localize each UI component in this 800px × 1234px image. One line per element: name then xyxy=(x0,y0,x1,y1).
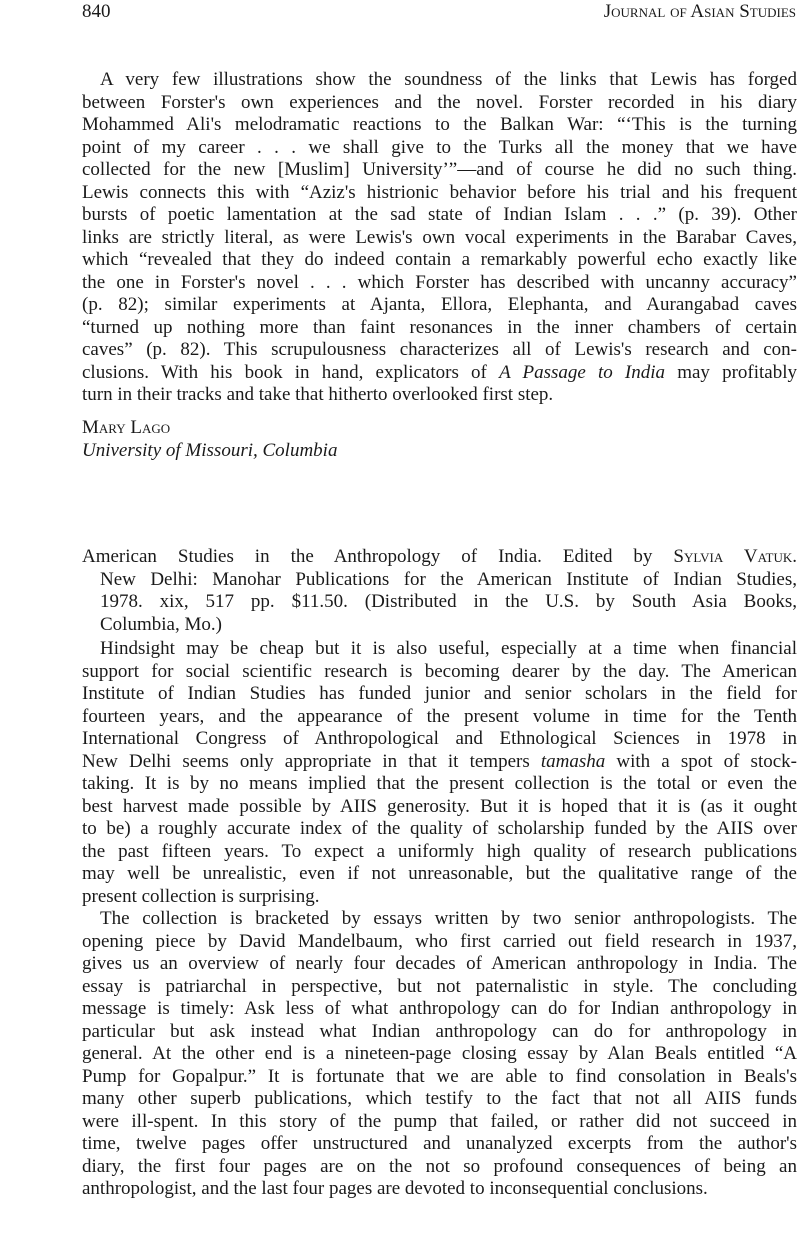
text-segment: essay is patriarchal in perspective, but not paternalistic in style. The concluding xyxy=(82,975,797,997)
reviewer-affiliation xyxy=(82,440,797,463)
text-line xyxy=(82,227,797,250)
reviewer-name: Mary Lago xyxy=(82,417,171,438)
text-line xyxy=(82,614,797,637)
text-line xyxy=(82,159,797,182)
text-segment: Mohammed Ali's melodramatic reactions to the Balkan War: “‘This is the turning xyxy=(82,114,797,135)
text-line xyxy=(82,706,797,729)
text-line xyxy=(82,953,797,976)
text-segment: anthropologist, and the last four pages are devoted to inconsequential conclusions. xyxy=(82,1178,708,1199)
text-line xyxy=(82,1066,797,1089)
text-segment: were ill-spent. In this story of the pump that failed, or rather did not succeed in xyxy=(82,1110,797,1132)
review2-paragraph-2 xyxy=(82,908,797,1201)
text-segment: Hindsight may be cheap but it is also useful, especially at a time when financial xyxy=(100,638,797,659)
text-segment: (p. 82); similar experiments at Ajanta, Ellora, Elephanta, and Aurangabad caves xyxy=(82,294,797,315)
text-segment: American Studies in the Anthropology of India. Edited by xyxy=(82,546,674,567)
text-segment: diary, the first four pages are on the not so profound consequences of being an xyxy=(82,1155,797,1177)
text-segment: Lewis connects this with “Aziz's histrionic behavior before his trial and his frequent xyxy=(82,181,797,203)
text-segment: New Delhi: Manohar Publications for the American Institute of Indian Studies, xyxy=(100,568,797,590)
text-line xyxy=(82,1043,797,1066)
text-segment: turn in their tracks and take that hitherto overlooked first step. xyxy=(82,384,554,405)
review2-paragraph-1 xyxy=(82,638,797,908)
text-line xyxy=(82,931,797,954)
text-line xyxy=(82,661,797,684)
text-line xyxy=(82,638,797,661)
text-line xyxy=(82,908,797,931)
page-number: 840 xyxy=(82,1,111,22)
text-line xyxy=(82,272,797,295)
text-line xyxy=(82,317,797,340)
text-segment: links are strictly literal, as were Lewis's own vocal experiments in the Barabar Caves, xyxy=(82,226,797,248)
text-line xyxy=(82,591,797,614)
text-segment: The collection is bracketed by essays written by two senior anthropologists. The xyxy=(100,908,797,929)
text-segment: bursts of poetic lamentation at the sad state of Indian Islam . . .” (p. 39). Other xyxy=(82,204,797,225)
text-line xyxy=(82,92,797,115)
text-segment: A very few illustrations show the soundness of the links that Lewis has forged xyxy=(100,69,797,90)
text-segment: collected for the new [Muslim] University’”—and of course he did no such thing. xyxy=(82,159,797,180)
text-line xyxy=(82,1178,797,1201)
text-segment: particular but ask instead what Indian anthropology can do for anthropology in xyxy=(82,1020,797,1042)
text-line xyxy=(82,773,797,796)
text-segment: tamasha xyxy=(540,750,606,772)
text-segment: “turned up nothing more than faint resonances in the inner chambers of certain xyxy=(82,316,797,338)
text-line xyxy=(82,69,797,92)
text-line xyxy=(82,1133,797,1156)
text-segment: Sylvia Vatuk xyxy=(673,546,793,567)
text-line xyxy=(82,818,797,841)
text-line xyxy=(82,569,797,592)
text-line xyxy=(82,204,797,227)
text-segment: support for social scientific research is becoming dearer by the day. The American xyxy=(82,660,797,682)
running-header: Journal of Asian Studies xyxy=(603,1,796,22)
text-segment: opening piece by David Mandelbaum, who first carried out field research in 1937, xyxy=(82,930,797,952)
text-line xyxy=(82,339,797,362)
reviewer-signature xyxy=(82,417,797,462)
text-segment: general. At the other end is a nineteen-page closing essay by Alan Beals entitled “A xyxy=(82,1043,797,1064)
text-line xyxy=(82,1021,797,1044)
text-segment: Columbia, Mo.) xyxy=(100,613,222,635)
text-line xyxy=(82,796,797,819)
text-segment: the past fifteen years. To expect a uniformly high quality of research publications xyxy=(82,840,797,862)
text-line xyxy=(82,751,797,774)
text-segment: Pump for Gopalpur.” It is fortunate that we are able to find consolation in Beals's xyxy=(82,1065,797,1087)
text-line xyxy=(82,182,797,205)
text-segment: . xyxy=(792,546,797,567)
text-segment: with a spot of stock- xyxy=(605,750,797,772)
text-segment: message is timely: Ask less of what anthropology can do for Indian anthropology in xyxy=(82,998,797,1019)
text-segment: time, twelve pages offer unstructured and unanalyzed excerpts from the author's xyxy=(82,1133,797,1154)
text-line xyxy=(82,841,797,864)
text-segment: taking. It is by no means implied that the present collection is the total or even the xyxy=(82,773,797,794)
text-segment: New Delhi seems only appropriate in that it tempers xyxy=(82,750,541,772)
text-line xyxy=(82,998,797,1021)
text-segment: A Passage to India xyxy=(499,361,666,383)
text-line xyxy=(82,976,797,999)
text-line xyxy=(82,546,797,569)
text-line xyxy=(82,683,797,706)
text-line xyxy=(82,863,797,886)
text-line xyxy=(82,249,797,272)
text-segment: clusions. With his book in hand, explicators of xyxy=(82,361,500,383)
text-segment: point of my career . . . we shall give to the Turks all the money that we have xyxy=(82,136,797,158)
text-line xyxy=(82,886,797,909)
text-line xyxy=(82,137,797,160)
text-segment: best harvest made possible by AIIS generosity. But it is hoped that it is (as it ought xyxy=(82,795,797,817)
text-segment: may well be unrealistic, even if not unreasonable, but the qualitative range of the xyxy=(82,863,797,884)
text-line xyxy=(82,362,797,385)
text-segment: 1978. xix, 517 pp. $11.50. (Distributed in the U.S. by South Asia Books, xyxy=(100,591,797,612)
text-segment: many other superb publications, which testify to the fact that not all AIIS funds xyxy=(82,1088,797,1109)
text-segment: gives us an overview of nearly four decades of American anthropology in India. The xyxy=(82,953,797,974)
text-line xyxy=(82,384,797,407)
text-line xyxy=(82,728,797,751)
text-line xyxy=(82,1111,797,1134)
text-segment: fourteen years, and the appearance of the present volume in time for the Tenth xyxy=(82,705,797,727)
text-segment: may profitably xyxy=(665,361,797,383)
text-segment: present collection is surprising. xyxy=(82,885,320,907)
text-line xyxy=(82,114,797,137)
affiliation-text: University of Missouri, Columbia xyxy=(82,439,338,461)
review1-paragraph xyxy=(82,69,797,407)
text-segment: caves” (p. 82). This scrupulousness characterizes all of Lewis's research and con- xyxy=(82,339,797,360)
text-segment: International Congress of Anthropological and Ethnological Sciences in 1978 in xyxy=(82,728,797,749)
text-line xyxy=(82,1088,797,1111)
book-citation xyxy=(82,546,797,636)
text-segment: Institute of Indian Studies has funded junior and senior scholars in the field for xyxy=(82,683,797,704)
text-line xyxy=(82,294,797,317)
text-line xyxy=(82,1156,797,1179)
text-segment: the one in Forster's novel . . . which Forster has described with uncanny accuracy” xyxy=(82,271,797,293)
text-segment: which “revealed that they do indeed contain a remarkably powerful echo exactly like xyxy=(82,249,797,270)
text-segment: between Forster's own experiences and the novel. Forster recorded in his diary xyxy=(82,91,797,113)
text-segment: to be) a roughly accurate index of the quality of scholarship funded by the AIIS over xyxy=(82,818,797,839)
